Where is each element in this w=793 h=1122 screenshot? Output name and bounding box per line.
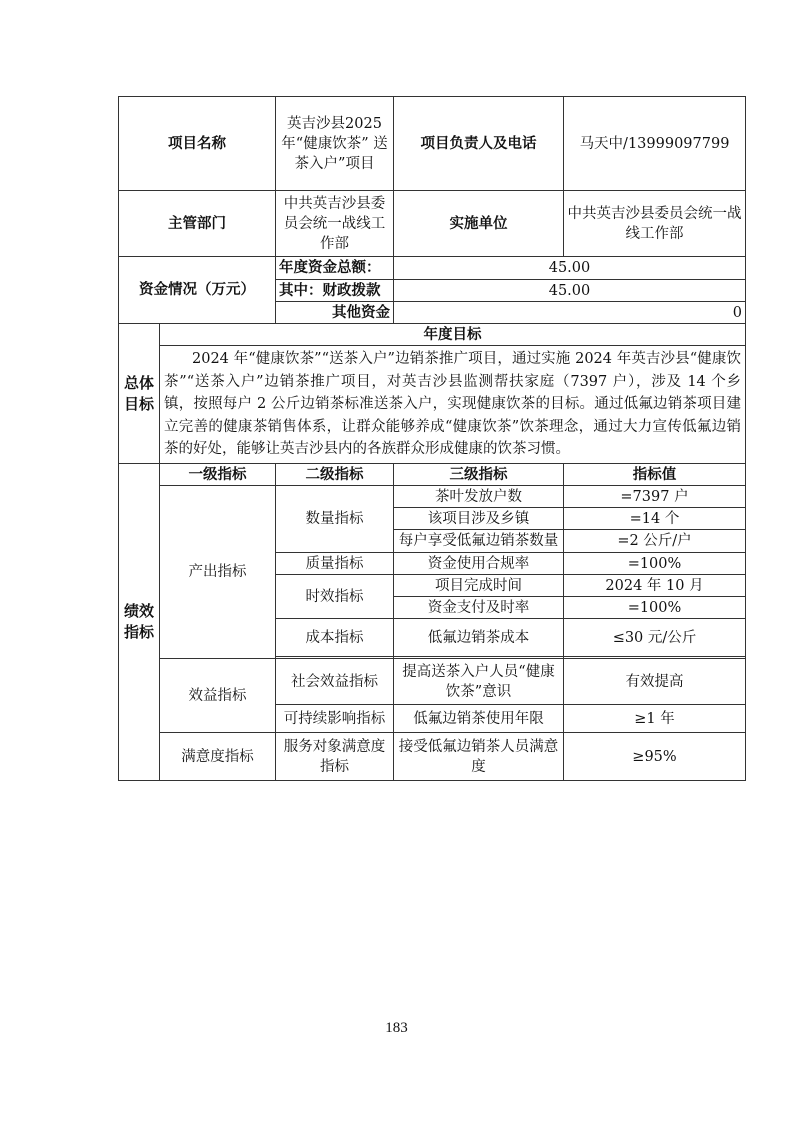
project-name-label: 项目名称: [119, 97, 276, 191]
table-row-value: ≥1 年: [564, 705, 746, 733]
table-row-value: =100%: [564, 597, 746, 619]
satisfaction-sub-label: 服务对象满意度指标: [276, 733, 394, 781]
table-row-value: =7397 户: [564, 486, 746, 508]
table-row-value: 有效提高: [564, 659, 746, 705]
perf-header-level3: 三级指标: [394, 464, 564, 486]
table-row-name: 低氟边销茶使用年限: [394, 705, 564, 733]
perf-indicator-label: 绩效指标: [119, 464, 160, 781]
satisfaction-indicator-label: 满意度指标: [160, 733, 276, 781]
social-benefit-label: 社会效益指标: [276, 659, 394, 705]
cost-indicator-label: 成本指标: [276, 619, 394, 657]
annual-goal-text: 2024 年“健康饮茶”“送茶入户”边销茶推广项目，通过实施 2024 年英吉沙县“健康饮茶”“送茶入户”边销茶推广项目，对英吉沙县监测帮扶家庭（7397 户），涉及 14 个乡镇，按照每户 2 公斤边销茶标准送茶入户，实现健康饮茶的目标。通过低氟边销茶项目建立完善的健康茶销售体系，让群众能够养成“健康饮茶”饮茶理念，通过大力宣传低氟边销茶的好处，能够让英吉沙县内的各族群众形成健康的饮茶习惯。: [160, 346, 746, 464]
table-row-name: 资金使用合规率: [394, 553, 564, 575]
table-row-name: 该项目涉及乡镇: [394, 508, 564, 530]
table-row-value: =14 个: [564, 508, 746, 530]
dept-label: 主管部门: [119, 191, 276, 257]
perf-header-value: 指标值: [564, 464, 746, 486]
timeliness-indicator-label: 时效指标: [276, 575, 394, 619]
quantity-indicator-label: 数量指标: [276, 486, 394, 553]
funds-total-value: 45.00: [394, 257, 746, 280]
table-row-name: 茶叶发放户数: [394, 486, 564, 508]
dept-value: 中共英吉沙县委员会统一战线工作部: [276, 191, 394, 257]
perf-header-level1: 一级指标: [160, 464, 276, 486]
funds-total-label: 年度资金总额：: [276, 257, 394, 280]
table-row-value: ≥95%: [564, 733, 746, 781]
table-row-name: 每户享受低氟边销茶数量: [394, 530, 564, 553]
impl-label: 实施单位: [394, 191, 564, 257]
overall-goal-label: 总体目标: [119, 324, 160, 464]
quality-indicator-label: 质量指标: [276, 553, 394, 575]
sustain-label: 可持续影响指标: [276, 705, 394, 733]
benefit-indicator-label: 效益指标: [160, 659, 276, 733]
table-row-name: 提高送茶入户人员“健康饮茶”意识: [394, 659, 564, 705]
table-row-name: 低氟边销茶成本: [394, 619, 564, 657]
output-indicator-label: 产出指标: [160, 486, 276, 659]
project-contact-value: 马天中/13999097799: [564, 97, 746, 191]
page-number: 183: [385, 1020, 408, 1036]
funds-other-label: 其他资金: [276, 302, 394, 324]
funds-fiscal-value: 45.00: [394, 280, 746, 302]
project-contact-label: 项目负责人及电话: [394, 97, 564, 191]
table-row-name: 资金支付及时率: [394, 597, 564, 619]
project-name-value: 英吉沙县2025年“健康饮茶” 送茶入户”项目: [276, 97, 394, 191]
perf-header-level2: 二级指标: [276, 464, 394, 486]
funds-fiscal-label: 其中：财政拨款: [276, 280, 394, 302]
impl-value: 中共英吉沙县委员会统一战线工作部: [564, 191, 746, 257]
table-row-value: =100%: [564, 553, 746, 575]
funds-other-value: 0: [394, 302, 746, 324]
performance-target-table: [118, 96, 746, 781]
table-row-value: 2024 年 10 月: [564, 575, 746, 597]
table-row-name: 接受低氟边销茶人员满意度: [394, 733, 564, 781]
annual-goal-header: 年度目标: [160, 324, 746, 346]
funds-label: 资金情况（万元）: [119, 257, 276, 324]
table-row-name: 项目完成时间: [394, 575, 564, 597]
table-row-value: ≤30 元/公斤: [564, 619, 746, 657]
table-row-value: =2 公斤/户: [564, 530, 746, 553]
